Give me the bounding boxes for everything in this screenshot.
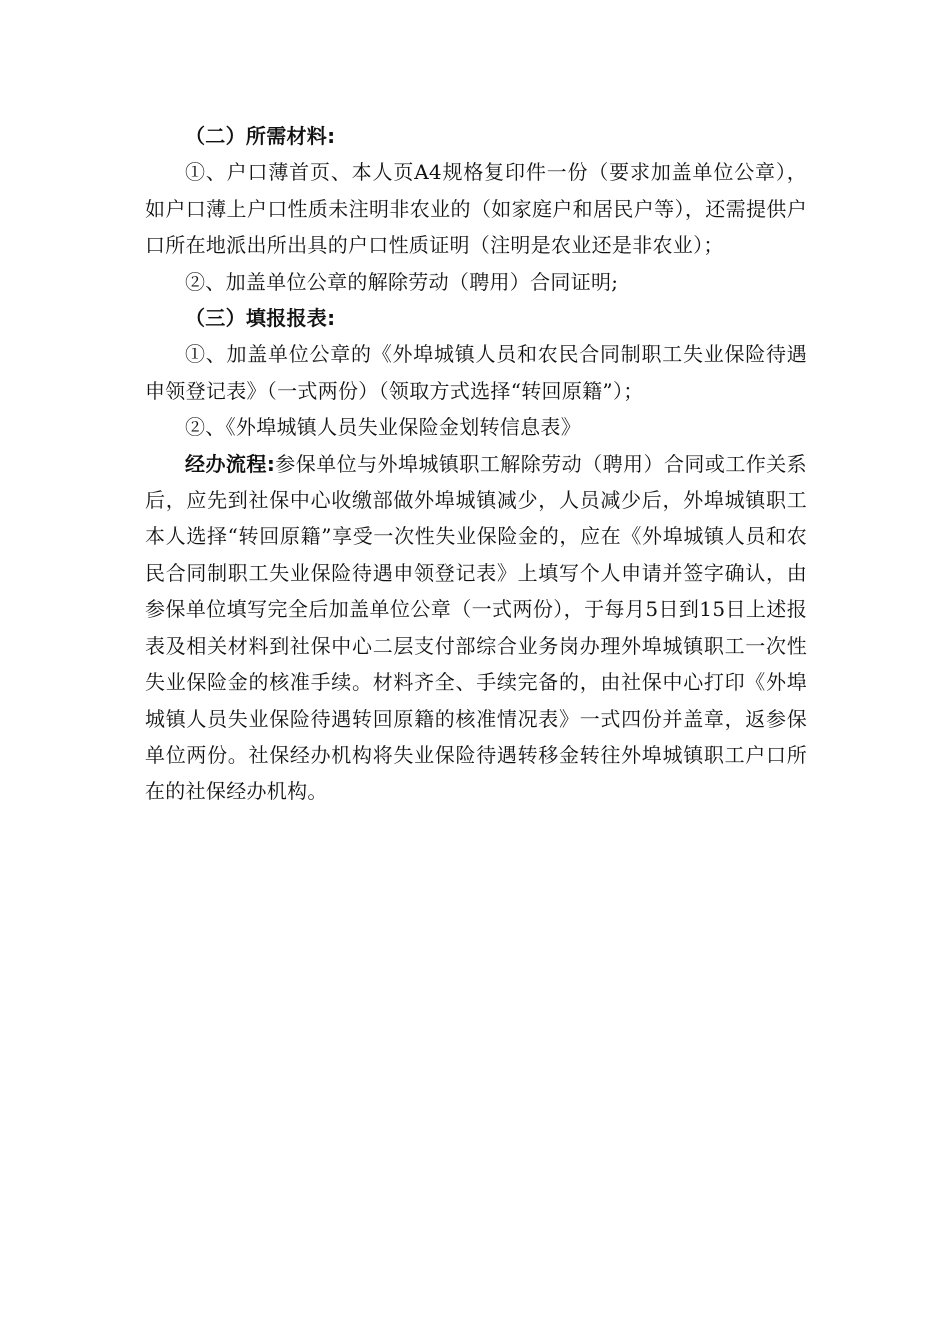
forms-item-1: ①、加盖单位公章的《外埠城镇人员和农民合同制职工失业保险待遇申领登记表》（一式两份）（领取方式选择“转回原籍”）； (145, 342, 807, 403)
procedure-text: 参保单位与外埠城镇职工解除劳动（聘用）合同或工作关系后，应先到社保中心收缴部做外埠城镇减少，人员减少后，外埠城镇职工本人选择“转回原籍”享受一次性失业保险金的，应在《外埠城镇人员和农民合同制职工失业保险待遇申领登记表》上填写个人申请并签字确认，由参保单位填写完全后加盖单位公章（一式两份），于每月5日到15日上述报表及相关材料到社保中心二层支付部综合业务岗办理外埠城镇职工一次性失业保险金的核准手续。材料齐全、手续完备的，由社保中心打印《外埠城镇人员失业保险待遇转回原籍的核准情况表》一式四份并盖章，返参保单位两份。社保经办机构将失业保险待遇转移金转往外埠城镇职工户口所在的社保经办机构。 (145, 451, 807, 804)
procedure-paragraph (145, 446, 807, 810)
materials-item-2: ②、加盖单位公章的解除劳动（聘用）合同证明; (185, 269, 619, 294)
forms-item-2: ②、《外埠城镇人员失业保险金划转信息表》 (185, 415, 581, 440)
section-heading-required-materials: （二）所需材料: (185, 124, 336, 148)
document-body (145, 118, 807, 810)
section-heading-forms: （三）填报报表: (185, 306, 336, 331)
materials-item-1: ①、户口薄首页、本人页A4规格复印件一份（要求加盖单位公章），如户口薄上户口性质未注明非农业的（如家庭户和居民户等），还需提供户口所在地派出所出具的户口性质证明（注明是农业还是非农业）； (145, 160, 807, 258)
procedure-lead: 经办流程: (185, 451, 276, 476)
